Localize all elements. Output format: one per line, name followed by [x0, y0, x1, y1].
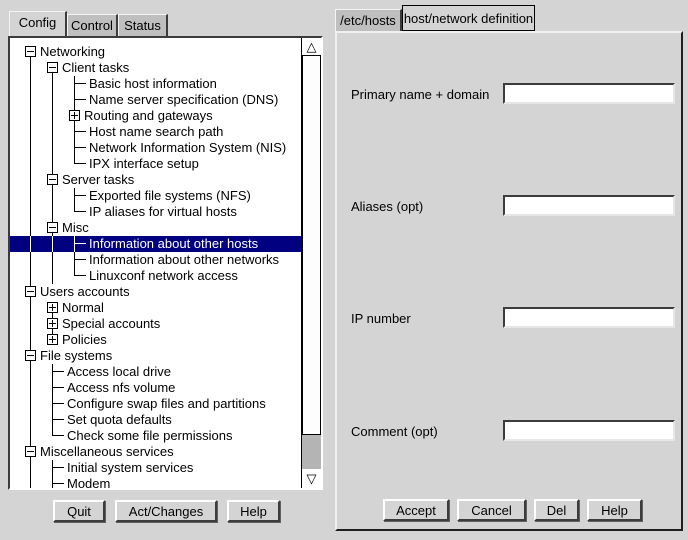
tab-control[interactable]: Control: [67, 14, 118, 36]
collapse-toggle-icon[interactable]: [25, 46, 36, 57]
tree-item-modem[interactable]: [10, 476, 301, 488]
tree-item-basic-host-information[interactable]: [10, 76, 301, 92]
aliases-opt-label: Aliases (opt): [351, 199, 424, 214]
scrollbar-thumb[interactable]: [302, 55, 321, 435]
tree-item-access-nfs-volume[interactable]: [10, 380, 301, 396]
accept-button[interactable]: Accept: [383, 499, 449, 521]
tree-item-policies[interactable]: [10, 332, 301, 348]
tree-item-label: Information about other networks: [89, 252, 280, 267]
tree-item-information-about-other-hosts[interactable]: [10, 236, 301, 252]
act-changes-button[interactable]: Act/Changes: [115, 500, 217, 522]
tab-etc-hosts[interactable]: /etc/hosts: [335, 9, 402, 31]
collapse-toggle-icon[interactable]: [25, 286, 36, 297]
tab-host-network-definition[interactable]: host/network definition: [402, 5, 535, 31]
collapse-toggle-icon[interactable]: [47, 222, 58, 233]
tree-item-label: Special accounts: [62, 316, 161, 331]
comment-opt-input[interactable]: [503, 420, 675, 441]
help-button[interactable]: Help: [587, 499, 642, 521]
tree-item-label: Initial system services: [67, 460, 194, 475]
tree-item-configure-swap-files-and-partitions[interactable]: [10, 396, 301, 412]
tree-item-label: Miscellaneous services: [40, 444, 174, 459]
collapse-toggle-icon[interactable]: [25, 350, 36, 361]
tree-item-label: Network Information System (NIS): [89, 140, 287, 155]
tree-item-label: Networking: [40, 44, 106, 59]
tree-item-label: Misc: [62, 220, 89, 235]
tree-item-label: Check some file permissions: [67, 428, 233, 443]
scroll-down-icon[interactable]: ▽: [306, 471, 317, 486]
config-tree-list[interactable]: [10, 38, 301, 488]
tree-item-file-systems[interactable]: [10, 348, 301, 364]
config-tree-frame: [8, 36, 323, 490]
expand-toggle-icon[interactable]: [47, 302, 58, 313]
tree-item-label: Routing and gateways: [84, 108, 213, 123]
comment-opt-label: Comment (opt): [351, 424, 438, 439]
collapse-toggle-icon[interactable]: [47, 62, 58, 73]
tree-item-special-accounts[interactable]: [10, 316, 301, 332]
host-definition-panel: [335, 31, 683, 531]
tree-item-set-quota-defaults[interactable]: [10, 412, 301, 428]
tree-item-label: Access local drive: [67, 364, 172, 379]
tree-scrollbar[interactable]: [301, 38, 321, 488]
tree-item-miscellaneous-services[interactable]: [10, 444, 301, 460]
tree-item-ip-aliases-for-virtual-hosts[interactable]: [10, 204, 301, 220]
tree-item-label: Linuxconf network access: [89, 268, 238, 283]
primary-name-domain-input[interactable]: [503, 83, 675, 104]
tree-item-label: Information about other hosts: [89, 236, 259, 251]
tree-item-label: Client tasks: [62, 60, 130, 75]
tree-item-label: File systems: [40, 348, 113, 363]
tree-item-networking[interactable]: [10, 44, 301, 60]
tree-item-normal[interactable]: [10, 300, 301, 316]
tree-item-label: Basic host information: [89, 76, 217, 91]
tree-item-users-accounts[interactable]: [10, 284, 301, 300]
scrollbar-trough[interactable]: [302, 435, 321, 469]
tree-item-label: Set quota defaults: [67, 412, 172, 427]
tree-item-access-local-drive[interactable]: [10, 364, 301, 380]
tree-item-initial-system-services[interactable]: [10, 460, 301, 476]
tree-item-name-server-specification-dns[interactable]: [10, 92, 301, 108]
tree-item-label: Host name search path: [89, 124, 224, 139]
tree-item-check-some-file-permissions[interactable]: [10, 428, 301, 444]
tree-item-exported-file-systems-nfs[interactable]: [10, 188, 301, 204]
tree-item-host-name-search-path[interactable]: [10, 124, 301, 140]
tree-item-ipx-interface-setup[interactable]: [10, 156, 301, 172]
tab-config[interactable]: Config: [9, 11, 67, 36]
tree-item-label: Server tasks: [62, 172, 135, 187]
ip-number-input[interactable]: [503, 307, 675, 328]
tree-item-label: Policies: [62, 332, 107, 347]
tree-item-misc[interactable]: [10, 220, 301, 236]
cancel-button[interactable]: Cancel: [457, 499, 526, 521]
tab-status[interactable]: Status: [118, 14, 168, 36]
tree-item-linuxconf-network-access[interactable]: [10, 268, 301, 284]
tree-item-routing-and-gateways[interactable]: [10, 108, 301, 124]
del-button[interactable]: Del: [534, 499, 579, 521]
expand-toggle-icon[interactable]: [47, 334, 58, 345]
tree-item-server-tasks[interactable]: [10, 172, 301, 188]
aliases-opt-input[interactable]: [503, 195, 675, 216]
help-button[interactable]: Help: [227, 500, 280, 522]
tree-item-label: Exported file systems (NFS): [89, 188, 251, 203]
expand-toggle-icon[interactable]: [69, 110, 80, 121]
ip-number-label: IP number: [351, 311, 411, 326]
tree-item-label: Configure swap files and partitions: [67, 396, 266, 411]
quit-button[interactable]: Quit: [53, 500, 105, 522]
tree-item-label: Normal: [62, 300, 104, 315]
tree-item-label: Name server specification (DNS): [89, 92, 279, 107]
collapse-toggle-icon[interactable]: [25, 446, 36, 457]
tree-item-label: Users accounts: [40, 284, 130, 299]
tree-item-label: Access nfs volume: [67, 380, 176, 395]
tree-item-label: IPX interface setup: [89, 156, 199, 171]
scroll-up-icon[interactable]: △: [306, 39, 317, 54]
tree-item-network-information-system-nis[interactable]: [10, 140, 301, 156]
expand-toggle-icon[interactable]: [47, 318, 58, 329]
tree-item-client-tasks[interactable]: [10, 60, 301, 76]
collapse-toggle-icon[interactable]: [47, 174, 58, 185]
tree-item-label: Modem: [67, 476, 111, 488]
tree-item-information-about-other-networks[interactable]: [10, 252, 301, 268]
primary-name-domain-label: Primary name + domain: [351, 87, 490, 102]
tree-item-label: IP aliases for virtual hosts: [89, 204, 237, 219]
